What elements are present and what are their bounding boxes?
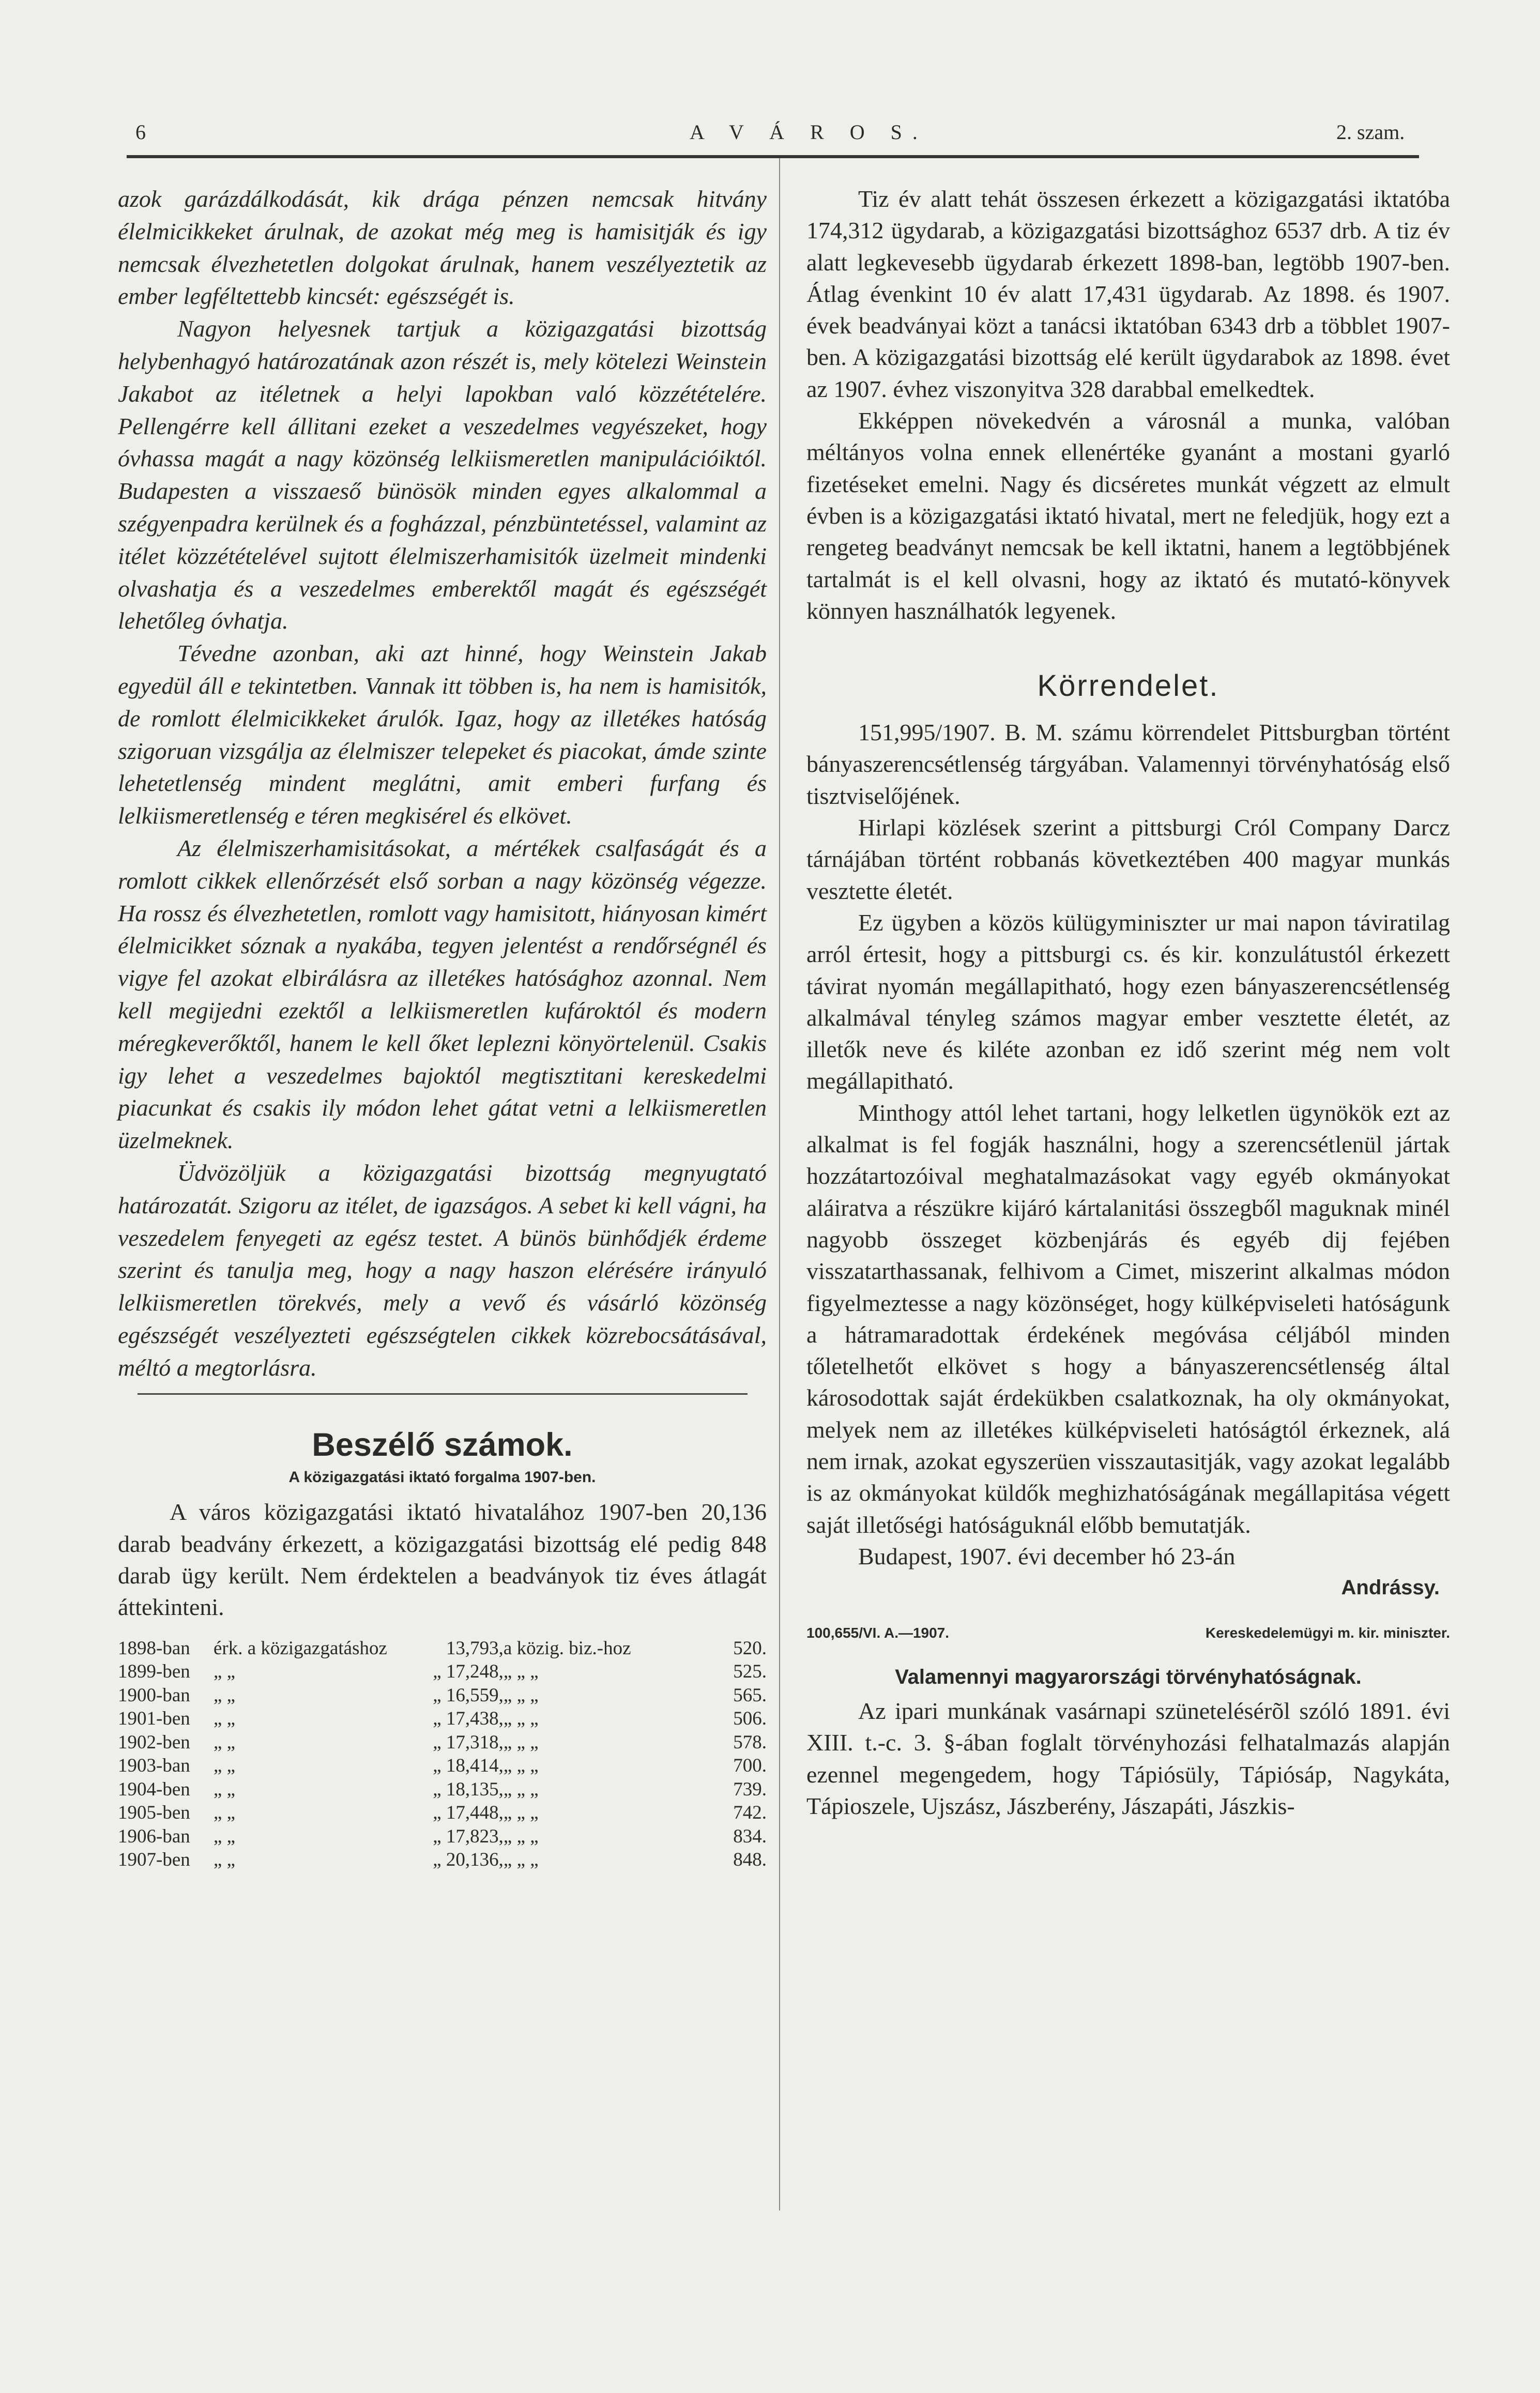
table-cell: 1900-ban <box>118 1684 190 1706</box>
table-cell: „ „ <box>214 1778 236 1800</box>
table-cell: a közig. biz.-hoz <box>503 1637 631 1659</box>
table-cell: „ „ <box>214 1825 236 1847</box>
decree-paragraph: Hirlapi közlések szerint a pittsburgi Cról Company Darcz tárnájában történt robbanás következtében 400 magyar munkás vesztette életét. <box>806 814 1450 904</box>
table-cell: „ „ <box>214 1684 236 1706</box>
table-cell: „ 16,559, <box>433 1684 504 1706</box>
article-paragraph: azok garázdálkodását, kik drága pénzen nemcsak hitvány élelmicikkeket árulnak, de azokat még meg is hamisitják és igy nemcsak élvezhetetlen dolgokat árulnak, hanem veszélyeztetik az ember legféltettebb kincsét: egészségét is. <box>118 186 767 310</box>
article-paragraph: Az élelmiszerhamisitásokat, a mértékek csalfaságát és a romlott cikkek ellenőrzését első sorban a nagy közönség végezze. Ha rossz és élvezhetetlen, romlott vagy hamisitott, hiányosan kimért élelmicikket sóznak a nyakába, tegyen jelentést a rendőrségnél és vigye fel azokat elbirálásra az illetékes hatósághoz azonnal. Nem kell megijedni ezektől a lelkiismeretlen kufároktól és modern méregkeverőktől, hanem le kell őket leplezni könyörtelenül. Csakis igy lehet a veszedelmes bajoktól megtisztitani kereskedelmi piacunkat és csakis ily módon lehet gátat vetni a lelkiismeretlen üzelmeknek. <box>118 834 767 1154</box>
table-cell: „ „ „ <box>503 1802 539 1824</box>
column-divider <box>779 158 780 2211</box>
table-cell: 565. <box>733 1684 767 1706</box>
table-cell: „ „ <box>214 1708 236 1730</box>
table-cell: 1903-ban <box>118 1755 190 1777</box>
table-cell: „ „ <box>214 1849 236 1871</box>
section-intro: A város közigazgatási iktató hivatalához 1907-ben 20,136 darab beadvány érkezett, a közigazgatási bizottság elé pedig 848 darab ügy került. Nem érdektelen a beadványok tiz éves átlagát áttekinteni. <box>118 1499 767 1621</box>
table-cell: „ „ „ <box>503 1731 539 1753</box>
article-paragraph: Nagyon helyesnek tartjuk a közigazgatási bizottság helybenhagyó határozatának azon részét is, mely kötelezi Weinstein Jakabot az itéletnek a helyi lapokban való közzétételére. Pellengérre kell állitani ezeket a veszedelmes vegyészeket, hogy óvhassa magát a nagy közönség lelkiismeretlen manipulációiktól. Budapesten a visszaeső bünösök minden egyes alkalommal a szégyenpadra kerülnek és a fogházzal, pénzbüntetéssel, valamint az itélet közzétételével sujtott élelmiszerhamisitók üzelmeit mindenki olvashatja és a veszedelmes emberektől magát és egészségét lehetőleg óvhatja. <box>118 315 767 634</box>
article-paragraph: Tévedne azonban, aki azt hinné, hogy Weinstein Jakab egyedül áll e tekintetben. Vannak itt többen is, ha nem is hamisitók, de romlott élelmicikkeket árulók. Igaz, hogy az illetékes hatóság szigoruan vizsgálja az élelmiszer telepeket és piacokat, ámde szinte lehetetlenség mindent meglátni, amit emberi furfang és lelkiismeretlenség e téren megkisérel és elkövet. <box>118 640 767 829</box>
table-row <box>118 1778 767 1802</box>
article-paragraph: Üdvözöljük a közigazgatási bizottság megnyugtató határozatát. Szigoru az itélet, de igazságos. A sebet ki kell vágni, ha veszedelem fenyegeti az egész testet. A bünös bünhődjék érdeme szerint és tanulja meg, hogy a nagy haszon elérésére irányuló lelkiismeretlen törekvés, mely a vevő és vásárló közönség egészségét veszélyezteti egészségtelen cikkek közrebocsátásával, méltó a megtorlásra. <box>118 1159 767 1381</box>
address-title: Valamennyi magyarországi törvényhatóságnak. <box>895 1666 1362 1689</box>
reference-line <box>806 1623 1450 1643</box>
table-row <box>118 1707 767 1731</box>
article-paragraph: Ekképpen növekedvén a városnál a munka, valóban méltányos volna ennek ellenértéke gyanánt a mostani gyarló fizetéseket emelni. Nagy és dicséretes munkát végzett az elmult évben is a közigazgatási iktató hivatal, mert ne feledjük, hogy ezt a rengeteg beadványt nemcsak be kell iktatni, hanem a legtöbbjének tartalmát is el kell olvasni, hogy az iktató és mutató-könyvek könnyen használhatók legyenek. <box>806 407 1450 624</box>
ministry-name: Kereskedelemügyi m. kir. miniszter. <box>1205 1625 1450 1641</box>
section-title: Beszélő számok. <box>312 1427 573 1464</box>
table-cell: „ „ „ <box>503 1755 539 1777</box>
filings-table <box>118 1637 767 1872</box>
table-row <box>118 1825 767 1849</box>
newspaper-title: A V Á R O S. <box>690 120 928 144</box>
table-cell: „ „ <box>214 1755 236 1777</box>
table-row <box>118 1731 767 1755</box>
table-cell: 1898-ban <box>118 1637 190 1659</box>
table-cell: „ 17,438, <box>433 1708 504 1730</box>
header-rule <box>127 155 1419 158</box>
table-cell: 1901-ben <box>118 1708 190 1730</box>
table-cell: „ 17,318, <box>433 1731 504 1753</box>
table-cell: „ „ <box>214 1802 236 1824</box>
signature: Andrássy. <box>1341 1576 1440 1599</box>
address-text: Az ipari munkának vasárnapi szünetelésérõl szóló 1891. évi XIII. t.-c. 3. §-ában foglalt törvényhozási felhatalmazás alapján ezennel megengedem, hogy Tápiósüly, Tápiósáp, Nagykáta, Tápioszele, Ujszász, Jászberény, Jászapáti, Jászkis- <box>806 1698 1450 1820</box>
table-cell: „ 17,448, <box>433 1802 504 1824</box>
table-cell: 1905-ben <box>118 1802 190 1824</box>
table-cell: „ „ „ <box>503 1778 539 1800</box>
table-cell: „ 17,823, <box>433 1825 504 1847</box>
table-row <box>118 1754 767 1778</box>
table-cell: 834. <box>733 1825 767 1847</box>
table-cell: érk. a közigazgatáshoz <box>214 1637 387 1659</box>
table-cell: „ „ „ <box>503 1849 539 1871</box>
decree-paragraph: Minthogy attól lehet tartani, hogy lelketlen ügynökök ezt az alkalmat is fel fogják használni, hogy a szerencsétlenül jártak hozzátartozóival meghatalmazásokat vagy egyéb okmányokat aláiratva a részükre kijáró kártalanitási összegből maguknak minél nagyobb összeget közbenjárás és egyéb dij fejében visszatarthassanak, felhivom a Cimet, miszerint alkalmas módon figyelmeztesse a nagy közönséget, hogy külképviseleti hatóságunk a hátramaradottak érdekének megóvása céljából minden tőletelhetőt elkövet s hogy a bányaszerencsétlenség által károsodottak saját érdekükben csalatkoznak, ha oly okmányokat, melyek nem az illetékes külképviseleti hatóságtól érkeznek, alá nem irnak, azokat egyszerüen visszautasitják, vagy azokat legalább is az okmányokat küldők meghizhatóságának megállapitása végett saját illetőségi hatóságuknál előbb bemutatják. <box>806 1099 1450 1538</box>
table-cell: 520. <box>733 1637 767 1659</box>
table-cell: 848. <box>733 1849 767 1871</box>
table-cell: 506. <box>733 1708 767 1730</box>
table-cell: „ „ „ <box>503 1708 539 1730</box>
table-cell: „ „ <box>214 1731 236 1753</box>
table-row <box>118 1801 767 1825</box>
right-column <box>806 183 1450 1822</box>
table-cell: 13,793, <box>446 1637 504 1659</box>
table-cell: „ 18,414, <box>433 1755 504 1777</box>
table-cell: „ 17,248, <box>433 1661 504 1683</box>
table-row <box>118 1684 767 1708</box>
issue-number: 2. szam. <box>1336 120 1405 144</box>
table-cell: 1906-ban <box>118 1825 190 1847</box>
decree-title: Körrendelet. <box>1037 669 1219 703</box>
article-paragraph: Tiz év alatt tehát összesen érkezett a közigazgatási iktatóba 174,312 ügydarab, a közigazgatási bizottsághoz 6537 drb. A tiz év alatt legkevesebb ügydarab érkezett 1898-ban, legtöbb 1907-ben. Átlag évenkint 10 év alatt 17,431 ügydarab. Az 1898. és 1907. évek beadványai közt a tanácsi iktatóban 6343 drb a többlet 1907-ben. A közigazgatási bizottság elé került ügydarabok az 1898. évet az 1907. évhez viszonyitva 328 darabbal emelkedtek. <box>806 186 1450 402</box>
table-cell: „ 18,135, <box>433 1778 504 1800</box>
page-number: 6 <box>135 120 146 144</box>
table-cell: 742. <box>733 1802 767 1824</box>
table-cell: „ 20,136, <box>433 1849 504 1871</box>
table-cell: 525. <box>733 1661 767 1683</box>
table-row <box>118 1660 767 1684</box>
table-cell: „ „ <box>214 1661 236 1683</box>
table-cell: 1904-ben <box>118 1778 190 1800</box>
reference-number: 100,655/VI. A.—1907. <box>806 1625 950 1641</box>
table-cell: 739. <box>733 1778 767 1800</box>
table-cell: „ „ „ <box>503 1684 539 1706</box>
table-cell: „ „ „ <box>503 1825 539 1847</box>
table-cell: 700. <box>733 1755 767 1777</box>
decree-paragraph: 151,995/1907. B. M. számu körrendelet Pittsburgban történt bányaszerencsétlenség tárgyában. Valamennyi törvényhatóság első tisztviselőjének. <box>806 719 1450 809</box>
table-cell: 1902-ben <box>118 1731 190 1753</box>
table-cell: 1907-ben <box>118 1849 190 1871</box>
table-row <box>118 1848 767 1872</box>
dateline: Budapest, 1907. évi december hó 23-án <box>858 1543 1236 1569</box>
table-cell: 578. <box>733 1731 767 1753</box>
table-cell: „ „ „ <box>503 1661 539 1683</box>
decree-paragraph: Ez ügyben a közös külügyminiszter ur mai napon táviratilag arról értesit, hogy a pittsburgi cs. és kir. konzulátustól érkezett távirat nyomán megállapitható, hogy ezen bányaszerencsétlenség alkalmával tényleg számos magyar ember vesztette életét, az illetők neve és kiléte azonban ez idő szerint még nem volt megállapitható. <box>806 909 1450 1094</box>
article-end-rule <box>138 1393 748 1395</box>
left-column <box>118 183 767 1872</box>
table-cell: 1899-ben <box>118 1661 190 1683</box>
table-row <box>118 1637 767 1660</box>
section-subtitle: A közigazgatási iktató forgalma 1907-ben. <box>288 1469 596 1486</box>
